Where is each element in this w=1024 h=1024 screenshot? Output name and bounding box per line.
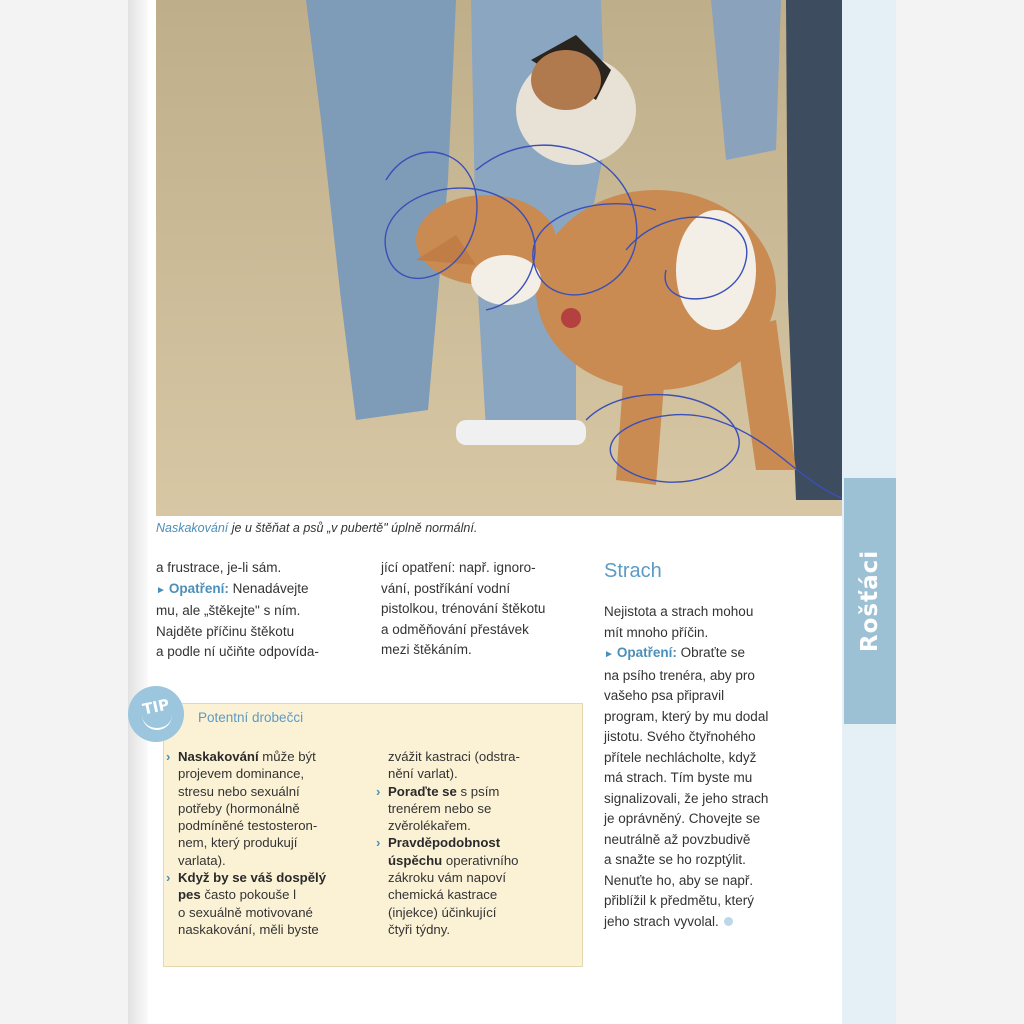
tip-column-right: [376, 748, 576, 938]
tip-title: Potentní drobečci: [198, 710, 304, 725]
chapter-tab-label: Rošťáci: [857, 549, 884, 653]
col2-line: pistolkou, trénování štěkotu: [381, 601, 546, 616]
tip-line: zvážit kastraci (odstra-: [388, 749, 520, 764]
tip-line: potřeby (hormonálně: [178, 800, 300, 816]
caption-text: je u štěňat a psů „v pubertě" úplně normální.: [228, 521, 478, 535]
tip-item2-bold: Když by se váš dospělý: [178, 870, 327, 886]
col3-measure-text: Obraťte se: [676, 645, 746, 660]
dog-illustration: [156, 0, 842, 516]
book-page: [128, 0, 896, 1024]
page-gutter-shadow: [128, 0, 148, 1024]
tip-line: stresu nebo sexuální: [178, 783, 300, 799]
tip-line: nem, který produkují: [178, 835, 298, 851]
tip-line: zvěrolékařem.: [388, 818, 471, 834]
tip-line: chemická kastrace: [388, 887, 498, 903]
col3-line: je oprávněný. Chovejte se: [604, 811, 761, 826]
col2-line: a odměňování přestávek: [381, 621, 529, 637]
tip-item: [166, 748, 371, 869]
col3-line: [604, 912, 836, 933]
col1-line: a frustrace, je-li sám.: [156, 560, 282, 575]
tip-item4-bold: Pravděpodobnost: [388, 835, 501, 851]
tip-line: o sexuálně motivované: [178, 904, 313, 920]
tip-line: podmíněné testosteron-: [178, 818, 318, 834]
tip-item: [166, 869, 371, 938]
tip-column-left: [166, 748, 371, 938]
col3-line: vašeho psa připravil: [604, 688, 725, 703]
arrow-bullet-icon: ►: [156, 584, 166, 596]
col3-line: má strach. Tím byste mu: [604, 770, 753, 785]
tip-item3-bold: Poraďte se: [388, 783, 457, 799]
tip-line: naskakování, měli byste: [178, 921, 319, 937]
col1-measure-line: [156, 579, 356, 602]
end-mark-icon: [724, 917, 733, 926]
text-column-1: [156, 558, 356, 663]
dog-photo: [156, 0, 842, 516]
tip-line: trenérem nebo se: [388, 800, 492, 816]
tip-item1-text: může být: [258, 749, 316, 764]
section-heading: Strach: [604, 560, 662, 582]
col3-line: program, který by mu dodal: [604, 708, 769, 724]
tip-item2-text: často pokouše l: [200, 887, 297, 903]
caption-keyword: Naskakování: [156, 521, 229, 535]
col3-line: jistotu. Svého čtyřnohého: [604, 729, 756, 744]
col3-line: přiblížil k předmětu, který: [604, 893, 755, 908]
col3-line: Nejistota a strach mohou: [604, 604, 754, 619]
col1-line: mu, ale „štěkejte" s ním.: [156, 603, 301, 618]
chevron-bullet-icon: ›: [376, 783, 381, 799]
tip-line: (injekce) účinkující: [388, 904, 497, 920]
tip-line: [166, 748, 371, 765]
col2-line: mezi štěkáním.: [381, 642, 472, 657]
col1-measure-label: Opatření:: [168, 580, 229, 596]
chevron-bullet-icon: ›: [376, 835, 381, 851]
col3-line: mít mnoho příčin.: [604, 624, 709, 640]
text-column-3: [604, 602, 836, 932]
tip-item: [376, 783, 576, 835]
text-column-2: [381, 558, 591, 661]
tip-line: varlata).: [178, 852, 226, 868]
col3-measure-line: [604, 643, 836, 666]
col3-line: přítele nechlácholte, když: [604, 749, 757, 765]
col1-line: Najděte příčinu štěkotu: [156, 623, 295, 639]
col2-line: vání, postříkání vodní: [381, 580, 511, 596]
col3-line: na psího trenéra, aby pro: [604, 667, 755, 683]
col3-last-line: jeho strach vyvolal.: [604, 913, 719, 929]
tip-item4-text: operativního: [442, 852, 519, 868]
col1-measure-text: Nenadávejte: [228, 580, 309, 596]
chevron-bullet-icon: ›: [166, 749, 171, 764]
col3-line: a snažte se ho rozptýlit.: [604, 852, 746, 867]
tip-line: zákroku vám napoví: [388, 870, 507, 886]
photo-caption: [156, 521, 796, 535]
tip-line: nění varlat).: [388, 766, 458, 782]
arrow-bullet-icon: ►: [604, 649, 614, 660]
tip-line: projevem dominance,: [178, 766, 305, 782]
chapter-tab-text: [844, 478, 896, 724]
tip-item4-bold2: úspěchu: [388, 852, 443, 868]
tip-item2-bold2: pes: [178, 887, 201, 903]
tip-line: [166, 869, 371, 886]
tip-badge: TIP: [141, 695, 171, 719]
col3-line: Nenuťte ho, aby se např.: [604, 872, 754, 888]
tip-line: [166, 886, 371, 903]
tip-item1-bold: Naskakování: [178, 749, 259, 764]
tip-line: [376, 783, 576, 800]
col3-line: neutrálně až povzbudivě: [604, 831, 751, 847]
col3-measure-label: Opatření:: [616, 645, 677, 660]
tip-item: [376, 834, 576, 938]
col3-line: signalizovali, že jeho strach: [604, 790, 769, 806]
tip-line: čtyři týdny.: [388, 921, 451, 937]
col2-line: jící opatření: např. ignoro-: [381, 560, 536, 575]
chevron-bullet-icon: ›: [166, 870, 171, 886]
tip-item3-text: s psím: [456, 783, 500, 799]
col1-line: a podle ní učiňte odpovída-: [156, 644, 319, 659]
tip-line: [376, 852, 576, 869]
tip-line: [376, 834, 576, 851]
